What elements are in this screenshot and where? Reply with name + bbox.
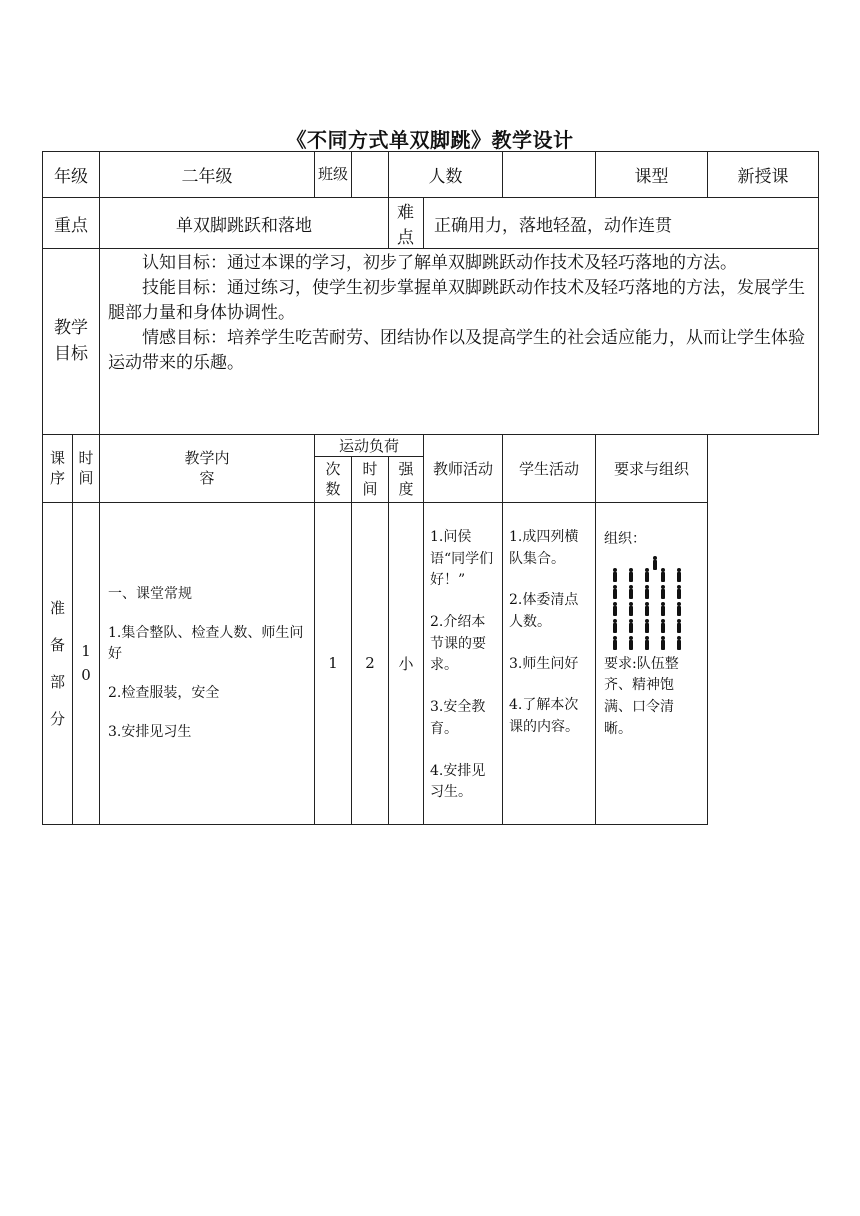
col-intensity: 强度	[389, 457, 424, 503]
cognitive-goal: 认知目标：通过本课的学习，初步了解单双脚跳跃动作技术及轻巧落地的方法。	[142, 253, 737, 273]
organization-cell	[596, 503, 708, 825]
prep-char-4: 分	[49, 710, 65, 729]
prep-intensity: 小	[389, 503, 424, 825]
prep-char-2: 备	[49, 636, 65, 655]
col-order: 课序	[43, 435, 73, 503]
count-value	[503, 152, 596, 198]
key-point-value: 单双脚跳跃和落地	[100, 198, 389, 249]
prep-char-1: 准	[49, 599, 65, 618]
students-formation-icon	[608, 555, 701, 652]
col-content: 教学内容	[100, 435, 315, 503]
type-label: 课型	[596, 152, 708, 198]
prep-content	[100, 503, 315, 825]
goals-text	[100, 249, 819, 435]
prep-duration: 2	[352, 503, 389, 825]
type-value: 新授课	[708, 152, 819, 198]
count-label: 人数	[389, 152, 503, 198]
key-point-label: 重点	[43, 198, 100, 249]
lesson-plan-table	[42, 151, 819, 825]
org-requirement: 要求:队伍整齐、精神饱满、口令清晰。	[604, 655, 679, 737]
content-item: 3.安排见习生	[108, 723, 192, 740]
col-time: 时间	[73, 435, 100, 503]
org-label: 组织：	[604, 531, 646, 547]
prep-time: 10	[73, 503, 100, 825]
student-item: 2.体委清点人数。	[509, 592, 579, 631]
skill-goal: 技能目标：通过练习，使学生初步掌握单双脚跳跃动作技术及轻巧落地的方法，发展学生腿部力量和身体协调性。	[108, 278, 805, 323]
prep-section	[43, 503, 73, 825]
col-student: 学生活动	[503, 435, 596, 503]
content-item: 1.集合整队、检查人数、师生问好	[108, 624, 304, 662]
col-times: 次数	[315, 457, 352, 503]
difficulty-value: 正确用力，落地轻盈，动作连贯	[424, 198, 819, 249]
student-activity	[503, 503, 596, 825]
class-value	[352, 152, 389, 198]
content-item: 2.检查服装，安全	[108, 684, 220, 701]
teacher-item: 3.安全教育。	[430, 699, 486, 737]
col-teacher: 教师活动	[424, 435, 503, 503]
teacher-item: 1.问侯语“同学们好！”	[430, 529, 494, 589]
goals-label: 教学目标	[43, 249, 100, 435]
content-item: 一、课堂常规	[108, 585, 192, 602]
col-requirements: 要求与组织	[596, 435, 708, 503]
grade-label: 年级	[43, 152, 100, 198]
teacher-activity	[424, 503, 503, 825]
page-title: 《不同方式单双脚跳》教学设计	[286, 128, 574, 152]
student-item: 3.师生问好	[509, 655, 579, 672]
prep-times: 1	[315, 503, 352, 825]
teacher-item: 2.介绍本节课的要求。	[430, 614, 486, 674]
prep-char-3: 部	[49, 673, 65, 692]
col-load: 运动负荷	[315, 435, 424, 457]
grade-value: 二年级	[100, 152, 315, 198]
difficulty-label: 难点	[389, 198, 424, 249]
affective-goal: 情感目标：培养学生吃苦耐劳、团结协作以及提高学生的社会适应能力，从而让学生体验运动带来的乐趣。	[108, 328, 805, 373]
student-item: 1.成四列横队集合。	[509, 529, 579, 567]
class-label: 班级	[315, 152, 352, 198]
student-item: 4.了解本次课的内容。	[509, 697, 579, 736]
teacher-item: 4.安排见习生。	[430, 762, 486, 801]
col-duration: 时间	[352, 457, 389, 503]
